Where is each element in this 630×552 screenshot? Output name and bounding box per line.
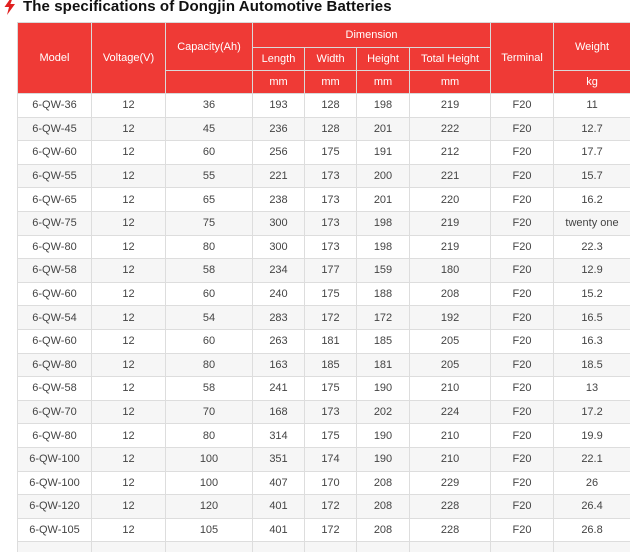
header-model: Model (18, 23, 92, 94)
height-cell: 190 (357, 424, 410, 448)
weight-cell: 22.3 (554, 235, 630, 259)
table-row (18, 259, 630, 283)
model-cell: 6-QW-100 (18, 447, 92, 471)
model-cell: 6-QW-54 (18, 306, 92, 330)
height-cell: 208 (357, 471, 410, 495)
height-cell: 201 (357, 188, 410, 212)
width-cell: 173 (305, 400, 357, 424)
total-height-cell: 219 (410, 94, 491, 118)
capacity-cell: 120 (166, 495, 253, 519)
length-cell: 234 (253, 259, 305, 283)
capacity-cell: 80 (166, 424, 253, 448)
voltage-cell: 12 (92, 188, 166, 212)
header-total-height-unit: mm (410, 71, 491, 94)
height-cell: 190 (357, 447, 410, 471)
terminal-cell: F20 (491, 495, 554, 519)
model-cell: 6-QW-36 (18, 94, 92, 118)
voltage-cell: 12 (92, 211, 166, 235)
weight-cell: 12.9 (554, 259, 630, 283)
width-cell: 173 (305, 211, 357, 235)
voltage-cell: 12 (92, 353, 166, 377)
total-height-cell: 212 (410, 141, 491, 165)
height-cell: 159 (357, 259, 410, 283)
height-cell: 201 (357, 117, 410, 141)
table-row (18, 188, 630, 212)
model-cell: 6-QW-80 (18, 235, 92, 259)
width-cell: 173 (305, 164, 357, 188)
voltage-cell: 12 (92, 141, 166, 165)
spec-table-container (17, 22, 630, 552)
model-cell: 6-QW-60 (18, 282, 92, 306)
length-cell: 241 (253, 377, 305, 401)
width-cell: 173 (305, 188, 357, 212)
length-cell: 351 (253, 447, 305, 471)
terminal-cell: F20 (491, 235, 554, 259)
total-height-cell: 221 (410, 164, 491, 188)
width-cell: 175 (305, 282, 357, 306)
table-row (18, 447, 630, 471)
weight-cell: 17.2 (554, 400, 630, 424)
model-cell: 6-QW-80 (18, 353, 92, 377)
header-terminal: Terminal (491, 23, 554, 94)
length-cell: 240 (253, 282, 305, 306)
total-height-cell: 210 (410, 447, 491, 471)
header-height-unit: mm (357, 71, 410, 94)
spec-table (17, 22, 630, 552)
weight-cell: 16.3 (554, 329, 630, 353)
width-cell: 174 (305, 447, 357, 471)
length-cell: 221 (253, 164, 305, 188)
voltage-cell: 12 (92, 94, 166, 118)
weight-cell: 13 (554, 377, 630, 401)
length-cell: 401 (253, 518, 305, 542)
terminal-cell: F20 (491, 329, 554, 353)
terminal-cell: F20 (491, 424, 554, 448)
terminal-cell: F20 (491, 164, 554, 188)
voltage-cell: 12 (92, 424, 166, 448)
width-cell: 177 (305, 259, 357, 283)
header-width: Width (305, 48, 357, 71)
table-row (18, 282, 630, 306)
weight-cell: 16.5 (554, 306, 630, 330)
total-height-cell: 205 (410, 329, 491, 353)
height-cell: 202 (357, 400, 410, 424)
header-capacity-unit (166, 71, 253, 94)
total-height-cell: 208 (410, 282, 491, 306)
width-cell: 175 (305, 424, 357, 448)
width-cell: 185 (305, 353, 357, 377)
table-row (18, 471, 630, 495)
weight-cell: 18.5 (554, 353, 630, 377)
model-cell: 6-QW-60 (18, 329, 92, 353)
capacity-cell: 36 (166, 94, 253, 118)
capacity-cell: 58 (166, 377, 253, 401)
total-height-cell: 224 (410, 400, 491, 424)
terminal-cell: F20 (491, 141, 554, 165)
capacity-cell: 100 (166, 447, 253, 471)
total-height-cell: 219 (410, 235, 491, 259)
voltage-cell: 12 (92, 235, 166, 259)
header-voltage: Voltage(V) (92, 23, 166, 94)
header-weight-unit: kg (554, 71, 630, 94)
table-row (18, 329, 630, 353)
model-cell: 6-QW-55 (18, 164, 92, 188)
model-cell: 6-QW-45 (18, 117, 92, 141)
capacity-cell: 70 (166, 400, 253, 424)
table-row (18, 211, 630, 235)
total-height-cell: 228 (410, 495, 491, 519)
voltage-cell: 12 (92, 495, 166, 519)
table-header (18, 23, 630, 94)
table-row (18, 542, 630, 552)
length-cell: 238 (253, 188, 305, 212)
length-cell: 163 (253, 353, 305, 377)
table-row (18, 424, 630, 448)
width-cell: 172 (305, 306, 357, 330)
table-row (18, 400, 630, 424)
table-row (18, 377, 630, 401)
weight-cell: 26.8 (554, 518, 630, 542)
header-total-height: Total Height (410, 48, 491, 71)
width-cell: 175 (305, 141, 357, 165)
header-length-unit: mm (253, 71, 305, 94)
total-height-cell: 228 (410, 518, 491, 542)
weight-cell: 17.7 (554, 141, 630, 165)
length-cell: 168 (253, 400, 305, 424)
terminal-cell: F20 (491, 259, 554, 283)
model-cell: 6-QW-75 (18, 211, 92, 235)
header-weight: Weight (554, 23, 630, 71)
header-width-unit: mm (305, 71, 357, 94)
height-cell: 198 (357, 94, 410, 118)
terminal-cell: F20 (491, 518, 554, 542)
model-cell: 6-QW-65 (18, 188, 92, 212)
voltage-cell: 12 (92, 329, 166, 353)
height-cell: 172 (357, 306, 410, 330)
total-height-cell: 222 (410, 117, 491, 141)
header-length: Length (253, 48, 305, 71)
voltage-cell: 12 (92, 282, 166, 306)
terminal-cell: F20 (491, 188, 554, 212)
total-height-cell: 220 (410, 188, 491, 212)
terminal-cell: F20 (491, 353, 554, 377)
terminal-cell: F20 (491, 94, 554, 118)
length-cell: 407 (253, 471, 305, 495)
voltage-cell: 12 (92, 377, 166, 401)
width-cell: 172 (305, 518, 357, 542)
voltage-cell: 12 (92, 518, 166, 542)
length-cell: 283 (253, 306, 305, 330)
width-cell: 128 (305, 94, 357, 118)
capacity-cell: 60 (166, 282, 253, 306)
length-cell: 256 (253, 141, 305, 165)
table-row (18, 94, 630, 118)
total-height-cell: 229 (410, 471, 491, 495)
model-cell: 6-QW-100 (18, 471, 92, 495)
model-cell: 6-QW-70 (18, 400, 92, 424)
width-cell: 173 (305, 235, 357, 259)
voltage-cell: 12 (92, 400, 166, 424)
length-cell (253, 542, 305, 552)
weight-cell: 16.2 (554, 188, 630, 212)
height-cell: 190 (357, 377, 410, 401)
height-cell: 185 (357, 329, 410, 353)
table-row (18, 353, 630, 377)
voltage-cell (92, 542, 166, 552)
weight-cell: 22.1 (554, 447, 630, 471)
terminal-cell: F20 (491, 377, 554, 401)
header-capacity: Capacity(Ah) (166, 23, 253, 71)
table-row (18, 306, 630, 330)
terminal-cell: F20 (491, 211, 554, 235)
capacity-cell: 58 (166, 259, 253, 283)
length-cell: 300 (253, 235, 305, 259)
table-row (18, 141, 630, 165)
capacity-cell: 65 (166, 188, 253, 212)
length-cell: 193 (253, 94, 305, 118)
total-height-cell: 219 (410, 211, 491, 235)
length-cell: 263 (253, 329, 305, 353)
terminal-cell (491, 542, 554, 552)
voltage-cell: 12 (92, 447, 166, 471)
terminal-cell: F20 (491, 447, 554, 471)
capacity-cell: 80 (166, 235, 253, 259)
header-dimension: Dimension (253, 23, 491, 48)
table-row (18, 518, 630, 542)
height-cell (357, 542, 410, 552)
page-title-bar (0, 0, 630, 16)
weight-cell: 26.4 (554, 495, 630, 519)
total-height-cell: 205 (410, 353, 491, 377)
capacity-cell: 60 (166, 329, 253, 353)
length-cell: 236 (253, 117, 305, 141)
voltage-cell: 12 (92, 471, 166, 495)
height-cell: 200 (357, 164, 410, 188)
height-cell: 208 (357, 518, 410, 542)
capacity-cell: 100 (166, 471, 253, 495)
weight-cell: 12.7 (554, 117, 630, 141)
capacity-cell: 75 (166, 211, 253, 235)
total-height-cell: 180 (410, 259, 491, 283)
model-cell: 6-QW-120 (18, 495, 92, 519)
voltage-cell: 12 (92, 117, 166, 141)
table-row (18, 164, 630, 188)
capacity-cell: 80 (166, 353, 253, 377)
lightning-bolt-icon (2, 0, 18, 15)
width-cell: 181 (305, 329, 357, 353)
height-cell: 188 (357, 282, 410, 306)
model-cell: 6-QW-105 (18, 518, 92, 542)
voltage-cell: 12 (92, 306, 166, 330)
voltage-cell: 12 (92, 259, 166, 283)
table-row (18, 117, 630, 141)
weight-cell: 11 (554, 94, 630, 118)
model-cell: 6-QW-80 (18, 424, 92, 448)
model-cell: 6-QW-58 (18, 259, 92, 283)
total-height-cell: 192 (410, 306, 491, 330)
width-cell: 128 (305, 117, 357, 141)
model-cell: 6-QW-58 (18, 377, 92, 401)
height-cell: 191 (357, 141, 410, 165)
capacity-cell: 54 (166, 306, 253, 330)
length-cell: 314 (253, 424, 305, 448)
height-cell: 198 (357, 211, 410, 235)
weight-cell: 19.9 (554, 424, 630, 448)
page-title: The specifications of Dongjin Automotive Batteries (23, 0, 392, 15)
model-cell: 6-QW-60 (18, 141, 92, 165)
voltage-cell: 12 (92, 164, 166, 188)
length-cell: 300 (253, 211, 305, 235)
terminal-cell: F20 (491, 471, 554, 495)
terminal-cell: F20 (491, 117, 554, 141)
height-cell: 198 (357, 235, 410, 259)
capacity-cell: 45 (166, 117, 253, 141)
terminal-cell: F20 (491, 400, 554, 424)
weight-cell: 26 (554, 471, 630, 495)
weight-cell: twenty one (554, 211, 630, 235)
terminal-cell: F20 (491, 306, 554, 330)
table-row (18, 235, 630, 259)
height-cell: 208 (357, 495, 410, 519)
height-cell: 181 (357, 353, 410, 377)
width-cell: 170 (305, 471, 357, 495)
capacity-cell: 55 (166, 164, 253, 188)
table-row (18, 495, 630, 519)
model-cell (18, 542, 92, 552)
table-body (18, 94, 630, 552)
capacity-cell (166, 542, 253, 552)
width-cell: 172 (305, 495, 357, 519)
total-height-cell (410, 542, 491, 552)
capacity-cell: 105 (166, 518, 253, 542)
width-cell (305, 542, 357, 552)
total-height-cell: 210 (410, 424, 491, 448)
terminal-cell: F20 (491, 282, 554, 306)
total-height-cell: 210 (410, 377, 491, 401)
length-cell: 401 (253, 495, 305, 519)
weight-cell: 15.2 (554, 282, 630, 306)
header-height: Height (357, 48, 410, 71)
weight-cell (554, 542, 630, 552)
width-cell: 175 (305, 377, 357, 401)
weight-cell: 15.7 (554, 164, 630, 188)
capacity-cell: 60 (166, 141, 253, 165)
